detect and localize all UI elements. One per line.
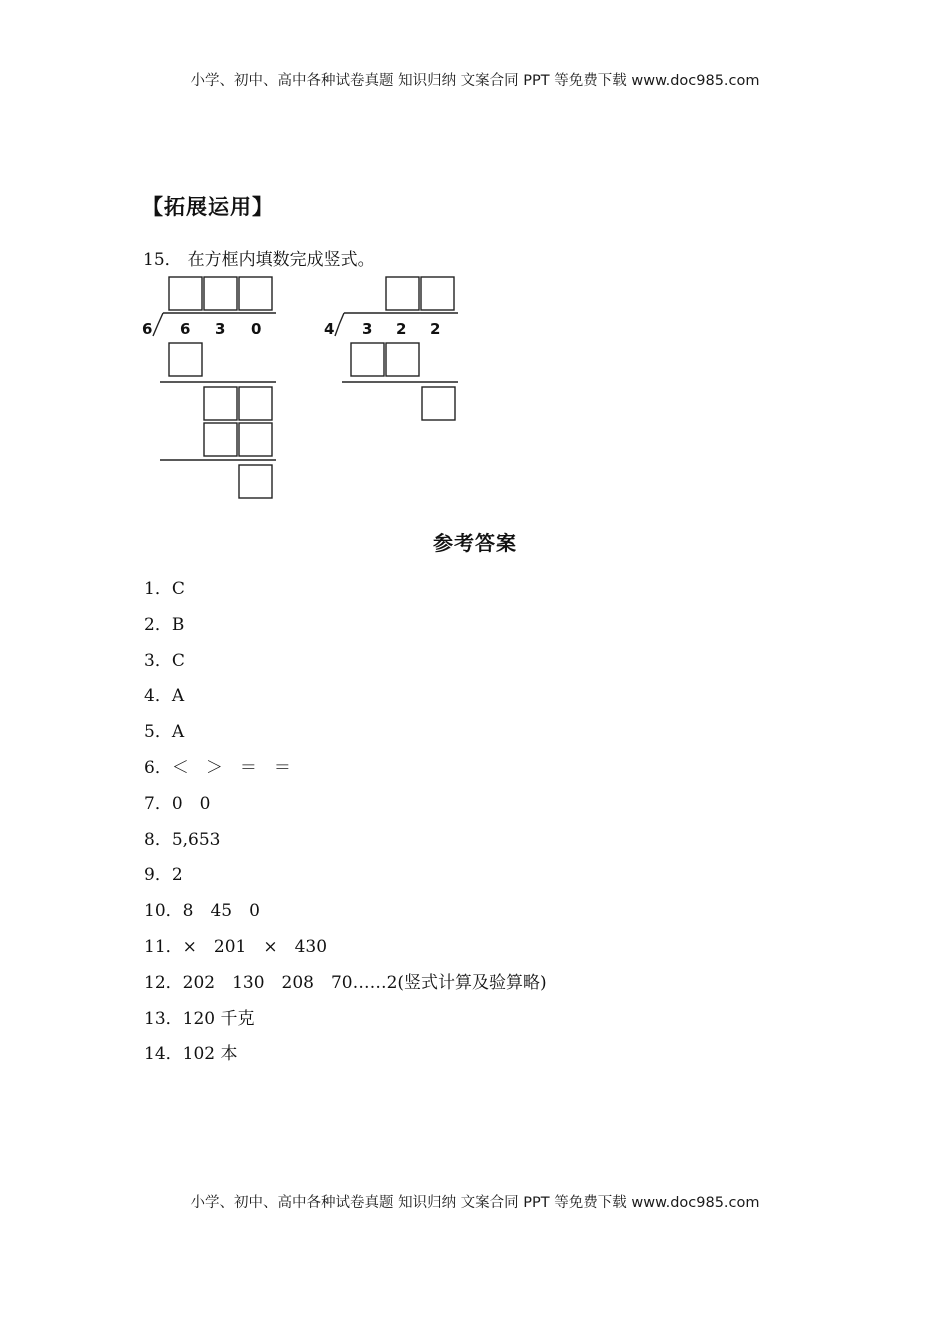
answer-item: 12．202 130 208 70……2(竖式计算及验算略) xyxy=(144,972,547,993)
quotient-box-1[interactable] xyxy=(386,277,419,310)
question-number: 15． xyxy=(143,250,182,270)
dividend-digit-3: 0 xyxy=(251,320,262,338)
step-box-2[interactable] xyxy=(386,343,419,376)
quotient-box-2[interactable] xyxy=(204,277,237,310)
dividend-digit-1: 3 xyxy=(362,320,373,338)
answer-item: 8．5,653 xyxy=(144,829,221,850)
division-2 xyxy=(324,277,458,420)
quotient-box-3[interactable] xyxy=(239,277,272,310)
answer-item: 5．A xyxy=(144,722,185,743)
answer-list xyxy=(144,578,547,1079)
answer-item: 13．120 千克 xyxy=(144,1008,255,1029)
dividend-digit-3: 2 xyxy=(430,320,441,338)
question-15 xyxy=(143,245,375,270)
answer-item: 4．A xyxy=(144,686,185,707)
step-box-1[interactable] xyxy=(169,343,202,376)
answer-item: 14．102 本 xyxy=(144,1044,238,1065)
answer-item: 11．× 201 × 430 xyxy=(144,936,328,957)
answers-title: 参考答案 xyxy=(433,531,517,555)
division-bracket xyxy=(335,313,344,336)
answer-item: 1．C xyxy=(144,579,185,599)
dividend-digit-2: 3 xyxy=(215,320,226,338)
question-text: 在方框内填数完成竖式。 xyxy=(187,250,375,270)
answer-item: 10．8 45 0 xyxy=(144,901,260,922)
step-box-4[interactable] xyxy=(204,423,237,456)
remainder-box[interactable] xyxy=(422,387,455,420)
quotient-box-1[interactable] xyxy=(169,277,202,310)
answer-item: 6．＜ ＞ ＝ ＝ xyxy=(144,757,291,778)
page-header: 小学、初中、高中各种试卷真题 知识归纳 文案合同 PPT 等免费下载 www.doc985.com xyxy=(190,73,760,89)
answer-item: 7．0 0 xyxy=(144,793,211,814)
step-box-5[interactable] xyxy=(239,423,272,456)
section-title: 【拓展运用】 xyxy=(142,195,274,219)
dividend-digit-1: 6 xyxy=(180,320,191,338)
step-box-1[interactable] xyxy=(351,343,384,376)
division-1 xyxy=(142,277,276,498)
answer-item: 2．B xyxy=(144,614,185,635)
step-box-2[interactable] xyxy=(204,387,237,420)
division-bracket xyxy=(153,313,163,336)
step-box-3[interactable] xyxy=(239,387,272,420)
remainder-box[interactable] xyxy=(239,465,272,498)
divisor: 4 xyxy=(324,320,335,338)
divisor: 6 xyxy=(142,320,153,338)
dividend-digit-2: 2 xyxy=(396,320,407,338)
page-footer: 小学、初中、高中各种试卷真题 知识归纳 文案合同 PPT 等免费下载 www.doc985.com xyxy=(190,1195,760,1211)
answer-item: 9．2 xyxy=(144,865,183,886)
answer-item: 3．C xyxy=(144,650,185,671)
long-division-figures xyxy=(140,272,470,502)
quotient-box-2[interactable] xyxy=(421,277,454,310)
